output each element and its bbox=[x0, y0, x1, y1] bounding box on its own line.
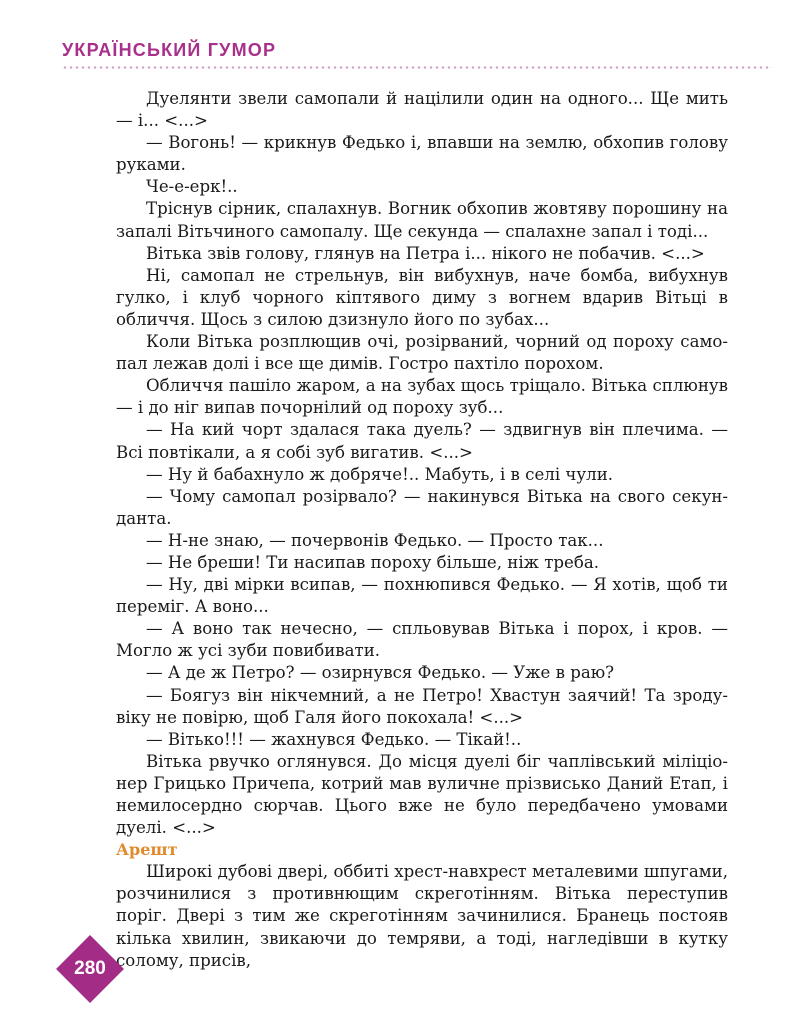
paragraph: Че-е-ерк!.. bbox=[146, 177, 238, 197]
paragraph: Ні, самопал не стрельнув, він вибухнув, наче бомба, вибухнув гулко, і клуб чорного кіптявого диму з вогнем вдарив Вітьці в обличчя. Щось з силою дзизнуло його по зубах... bbox=[116, 265, 728, 329]
paragraph: — Не бреши! Ти насипав пороху більше, ніж треба. bbox=[146, 552, 599, 572]
paragraph: Тріснув сірник, спалахнув. Вогник обхопив жовтяву порошину на запалі Вітьчиного самопалу. Ще секунда — спалахне запал і тоді... bbox=[116, 199, 728, 241]
page-number: 280 bbox=[74, 958, 106, 979]
paragraph: — А воно так нечесно, — спльовував Вітька і порох, і кров. — Могло ж усі зуби повибивати. bbox=[116, 619, 728, 661]
main-text bbox=[116, 88, 728, 972]
page-number-badge bbox=[56, 935, 124, 1003]
paragraph: — Вітько!!! — жахнувся Федько. — Тікай!.. bbox=[146, 729, 522, 749]
paragraph: — Чому самопал розірвало? — накинувся Вітька на свого секунданта. bbox=[116, 486, 728, 528]
paragraph: — Боягуз він нікчемний, а не Петро! Хвастун заячий! Та зродувіку не повірю, щоб Галя його покохала! <...> bbox=[116, 685, 728, 727]
paragraph: Широкі дубові двері, оббиті хрест-навхрест металевими шпугами, розчинилися з противнющим скреготінням. Вітька переступив поріг. Двері з тим же скреготінням зачинилися. Бранець постояв кілька хвилин, звикаючи до темряви, а тоді, нагледівши в кутку солому, присів, bbox=[116, 862, 728, 970]
header-divider bbox=[62, 66, 772, 69]
paragraph: — На кий чорт здалася така дуель? — здвигнув він плечима. — Всі повтікали, а я собі зуб вигатив. <...> bbox=[116, 420, 728, 462]
paragraph: — Вогонь! — крикнув Федько і, впавши на землю, обхопив голову руками. bbox=[116, 133, 728, 175]
paragraph: — Ну й бабахнуло ж добряче!.. Мабуть, і в селі чули. bbox=[146, 464, 614, 484]
paragraph: Вітька звів голову, глянув на Петра і... нікого не побачив. <...> bbox=[146, 243, 705, 263]
section-heading: Арешт bbox=[116, 840, 178, 860]
paragraph: Вітька рвучко оглянувся. До місця дуелі біг чаплівський міліціонер Грицько Причепа, котрий мав вуличне прізвисько Даний Етап, і немилосердно сюрчав. Цього вже не було передбачено умовами дуелі. <...> bbox=[116, 751, 728, 838]
paragraph: Дуелянти звели самопали й націлили один на одного... Ще мить — і... <...> bbox=[116, 89, 728, 131]
header-title: УКРАЇНСЬКИЙ ГУМОР bbox=[62, 40, 277, 60]
paragraph: Коли Вітька розплющив очі, розірваний, чорний од пороху самопал лежав долі і все ще димів. Гостро пахтіло порохом. bbox=[116, 332, 728, 374]
paragraph: Обличчя пашіло жаром, а на зубах щось тріщало. Вітька сплюнув — і до ніг випав почорнілий од пороху зуб... bbox=[116, 376, 728, 418]
paragraph: — Ну, дві мірки всипав, — похнюпився Федько. — Я хотів, щоб ти переміг. А воно... bbox=[116, 575, 728, 617]
paragraph: — Н-не знаю, — почервонів Федько. — Просто так... bbox=[146, 530, 604, 550]
paragraph: — А де ж Петро? — озирнувся Федько. — Уже в раю? bbox=[146, 663, 615, 683]
